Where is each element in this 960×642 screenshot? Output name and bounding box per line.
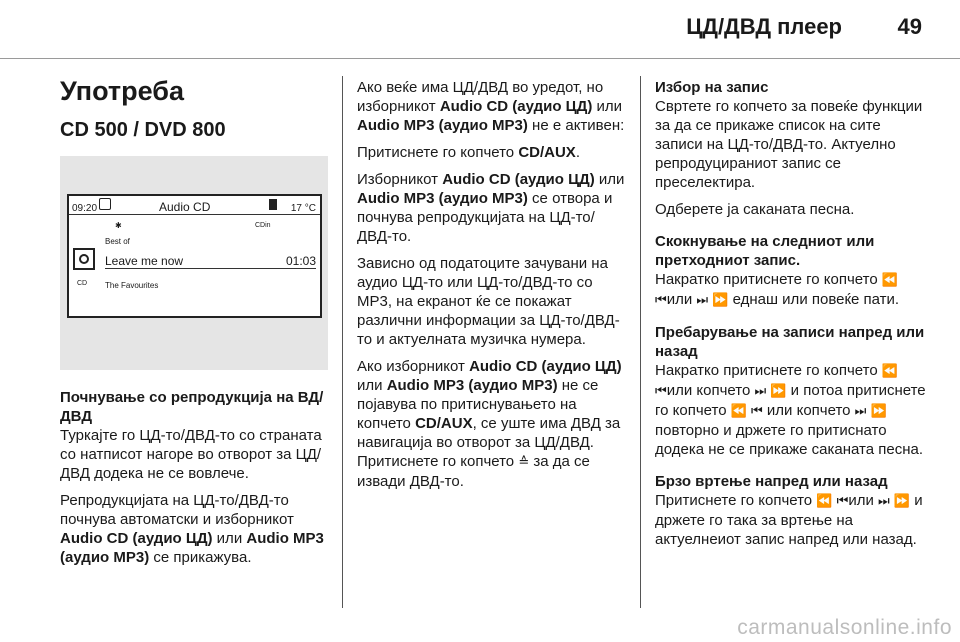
column-3 — [655, 78, 930, 562]
page-header — [0, 0, 960, 62]
text-run: и држете го така за вртење на актуелнеиот запис напред или назад. — [655, 492, 923, 548]
text-run: за да се извади ДВД-то. — [357, 453, 590, 490]
text-run: еднаш или повеќе пати. — [728, 291, 900, 308]
next-icon: ⏭ ⏩ — [854, 404, 887, 419]
next-icon: ⏭ ⏩ — [878, 494, 911, 509]
text-run: Ако веќе има ЦД/ДВД во уредот, но изборникот — [357, 79, 604, 115]
source-icon — [99, 198, 111, 210]
text-run: Притиснете го копчето — [655, 492, 817, 509]
screen-temperature: 17 °C — [290, 203, 316, 214]
audio-cd-screen — [67, 194, 322, 318]
text-run: Накратко притиснете го копчето — [655, 271, 882, 288]
paragraph: Одберете ја саканата песна. — [655, 201, 855, 218]
column-divider-1 — [342, 76, 343, 608]
text-run: или — [594, 171, 625, 188]
paragraph: Зависно од податоците зачувани на аудио ЦД-то или ЦД-то/ДВД-то со MP3, на екранот ќе се покажат различни информации за ЦД-то/ДВД-то и актуелната музичка нумера. — [357, 255, 620, 348]
text-run: повторно и држете го притиснато додека не се прикаже саканата песна. — [655, 422, 924, 458]
menu-name: Audio CD (аудио ЦД) — [442, 171, 595, 188]
bluetooth-icon: ✱ — [115, 221, 122, 230]
section-select-track — [655, 78, 930, 219]
text-run: или копчето — [666, 382, 755, 399]
text-run: Ако изборникот — [357, 358, 470, 375]
text-run: не е активен: — [527, 117, 625, 134]
thermometer-icon — [269, 199, 277, 210]
track-time: 01:03 — [285, 254, 316, 268]
cdin-label: CDin — [255, 222, 271, 229]
section-title: Избор на запис — [655, 79, 769, 96]
section-title: Пребарување на записи напред или назад — [655, 324, 925, 360]
paragraph: Свртете го копчето за повеќе функции за да се прикаже список на сите записи на ЦД-то/ДВД-то. Актуелно репродуцираниот запис се преселектира. — [655, 98, 923, 191]
track-title: Leave me now — [105, 254, 184, 268]
track-underline — [105, 268, 316, 269]
display-illustration — [60, 156, 328, 370]
paragraph — [655, 270, 930, 310]
menu-name: Audio MP3 (аудио MP3) — [357, 190, 528, 207]
eject-icon: ≙ — [518, 455, 530, 470]
text-run: Накратко притиснете го копчето — [655, 362, 882, 379]
text-run: не се појавува по притиснувањето на копчето — [357, 377, 599, 432]
previous-icon: ⏪ ⏮ — [655, 273, 899, 308]
menu-name: Audio MP3 (аудио MP3) — [60, 530, 324, 566]
disc-icon — [73, 248, 95, 270]
menu-name: Audio CD (аудио ЦД) — [60, 530, 213, 547]
menu-name: Audio MP3 (аудио MP3) — [357, 117, 528, 134]
section-title: Скокнување на следниот или претходниот запис. — [655, 233, 875, 269]
paragraph — [357, 357, 627, 491]
screen-clock: 09:20 — [72, 203, 98, 214]
text-run: или — [848, 492, 879, 509]
text-run: Притиснете го копчето — [357, 144, 519, 161]
page-number: 49 — [897, 14, 922, 39]
next-icon: ⏭ ⏩ — [754, 384, 787, 399]
start-playback-text: Туркајте го ЦД-то/ДВД-то со страната со натписот нагоре во отворот за ЦД/ДВД додека не се вовлече. — [60, 427, 322, 482]
section-search-tracks — [655, 323, 930, 459]
section-skip-track — [655, 232, 930, 310]
header-divider — [0, 58, 960, 59]
section-title: Брзо вртење напред или назад — [655, 473, 888, 490]
menu-name: Audio CD (аудио ЦД) — [439, 98, 593, 115]
chapter-title: ЦД/ДВД плеер — [686, 14, 842, 39]
text-run: или — [666, 291, 697, 308]
menu-name: Audio CD (аудио ЦД) — [469, 358, 622, 375]
section-heading: Употреба — [60, 76, 184, 106]
column-2 — [357, 78, 627, 499]
text-run: се отвора и почнува репродукцијата на ЦД-то/ДВД-то. — [357, 190, 613, 245]
text-run: се прикажува. — [149, 549, 252, 566]
section-subheading: CD 500 / DVD 800 — [60, 119, 226, 141]
paragraph — [655, 491, 930, 549]
paragraph — [357, 78, 627, 135]
section-fast-wind — [655, 472, 930, 549]
previous-icon: ⏪ ⏮ — [730, 404, 763, 419]
start-playback-title: Почнување со репродукција на ВД/ДВД — [60, 389, 324, 425]
menu-name: Audio MP3 (аудио MP3) — [386, 377, 558, 394]
paragraph — [357, 170, 627, 246]
paragraph — [357, 143, 627, 162]
previous-icon: ⏪ ⏮ — [655, 364, 899, 399]
cd-label: CD — [77, 280, 88, 287]
text-run: или копчето — [762, 402, 855, 419]
next-icon: ⏭ ⏩ — [696, 293, 729, 308]
button-name: CD/AUX — [518, 144, 576, 161]
text-run: или — [212, 530, 247, 547]
text-run: или — [592, 98, 623, 115]
button-name: CD/AUX — [415, 415, 473, 432]
text-run: Изборникот — [357, 171, 443, 188]
album-label: Best of — [105, 237, 130, 246]
text-run: или — [357, 377, 387, 394]
next-label: The Favourites — [105, 281, 159, 290]
screen-title: Audio CD — [159, 200, 211, 214]
previous-icon: ⏪ ⏮ — [816, 494, 849, 509]
text-run: и потоа притиснете го копчето — [655, 382, 926, 419]
column-1 — [60, 76, 330, 575]
watermark: carmanualsonline.info — [737, 616, 952, 639]
column-divider-2 — [640, 76, 641, 608]
screen-status-bar — [69, 196, 320, 215]
autoplay-text — [60, 491, 330, 567]
text-run: Репродукцијата на ЦД-то/ДВД-то почнува автоматски и изборникот — [60, 492, 294, 528]
paragraph — [655, 361, 930, 459]
text-run: . — [575, 144, 580, 161]
text-run: , се уште има ДВД за навигација во отворот за ЦД/ДВД. Притиснете го копчето — [357, 415, 621, 470]
